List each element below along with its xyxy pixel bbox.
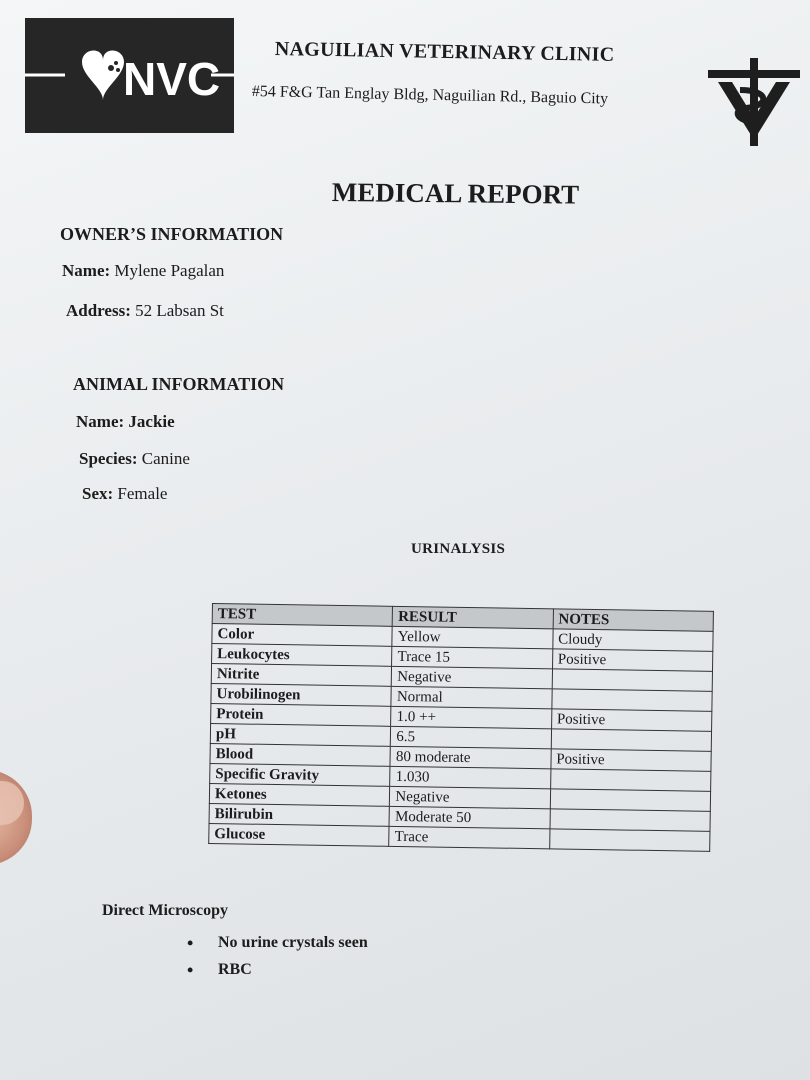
owner-name-field [62, 261, 224, 281]
cell-result: Trace 15 [392, 646, 553, 669]
cell-result: Yellow [392, 626, 553, 649]
cell-test: Glucose [209, 823, 390, 846]
cell-test: Bilirubin [209, 803, 390, 826]
cell-notes [552, 669, 713, 692]
animal-sex-field [82, 484, 167, 504]
owner-heading: OWNER’S INFORMATION [60, 224, 284, 244]
header-test: TEST [212, 604, 393, 627]
owner-address-label: Address: [66, 301, 131, 320]
header-notes: NOTES [553, 609, 714, 632]
list-item: • RBC [218, 959, 368, 986]
animal-sex-value: Female [117, 484, 168, 503]
animal-heading: ANIMAL INFORMATION [73, 374, 285, 394]
owner-address-value: 52 Labsan St [135, 301, 224, 320]
cell-result: 1.030 [390, 766, 551, 789]
logo-text: NVC [123, 53, 221, 105]
cell-result: Moderate 50 [389, 806, 550, 829]
cell-notes: Positive [551, 749, 712, 772]
cell-notes [552, 689, 713, 712]
cell-notes: Cloudy [552, 629, 713, 652]
animal-sex-label: Sex: [82, 484, 114, 503]
clinic-logo [25, 18, 234, 133]
cell-test: Leukocytes [212, 644, 393, 667]
report-title: MEDICAL REPORT [331, 177, 580, 210]
urinalysis-table [208, 603, 714, 852]
cell-result: Negative [392, 666, 553, 689]
cell-test: Urobilinogen [211, 683, 392, 706]
urinalysis-table-wrapper [208, 603, 714, 852]
cell-test: Protein [211, 703, 392, 726]
animal-name-field [76, 412, 175, 432]
cell-result: 80 moderate [390, 746, 551, 769]
animal-species-field [79, 449, 190, 469]
cell-test: pH [210, 723, 391, 746]
cell-test: Blood [210, 743, 391, 766]
animal-species-label: Species: [79, 449, 138, 468]
owner-name-label: Name: [62, 261, 111, 280]
clinic-address: #54 F&G Tan Englay Bldg, Naguilian Rd., Baguio City [251, 83, 609, 108]
cell-result: Negative [390, 786, 551, 809]
cell-test: Specific Gravity [210, 763, 391, 786]
microscopy-list [218, 932, 368, 986]
cell-test: Ketones [209, 783, 390, 806]
cell-test: Nitrite [211, 664, 392, 687]
urinalysis-title: URINALYSIS [411, 541, 506, 557]
owner-name-value: Mylene Pagalan [114, 261, 225, 280]
cell-notes [550, 769, 711, 792]
list-item: • No urine crystals seen [218, 932, 368, 959]
microscopy-title: Direct Microscopy [102, 902, 229, 919]
cell-notes [551, 729, 712, 752]
header-result: RESULT [393, 606, 554, 629]
cell-notes: Positive [551, 709, 712, 732]
veterinary-caduceus-icon [700, 56, 808, 157]
owner-address-field [66, 301, 224, 321]
cell-test: Color [212, 624, 393, 647]
cell-result: Trace [389, 826, 550, 849]
cell-result: 1.0 ++ [391, 706, 552, 729]
animal-name-label: Name: [76, 412, 125, 431]
animal-species-value: Canine [141, 449, 190, 468]
animal-name-value: Jackie [128, 412, 175, 431]
clinic-name: NAGUILIAN VETERINARY CLINIC [274, 38, 615, 66]
cell-notes [549, 829, 710, 852]
cell-result: 6.5 [391, 726, 552, 749]
cell-notes: Positive [552, 649, 713, 672]
cell-notes [550, 809, 711, 832]
cell-notes [550, 789, 711, 812]
cell-result: Normal [391, 686, 552, 709]
